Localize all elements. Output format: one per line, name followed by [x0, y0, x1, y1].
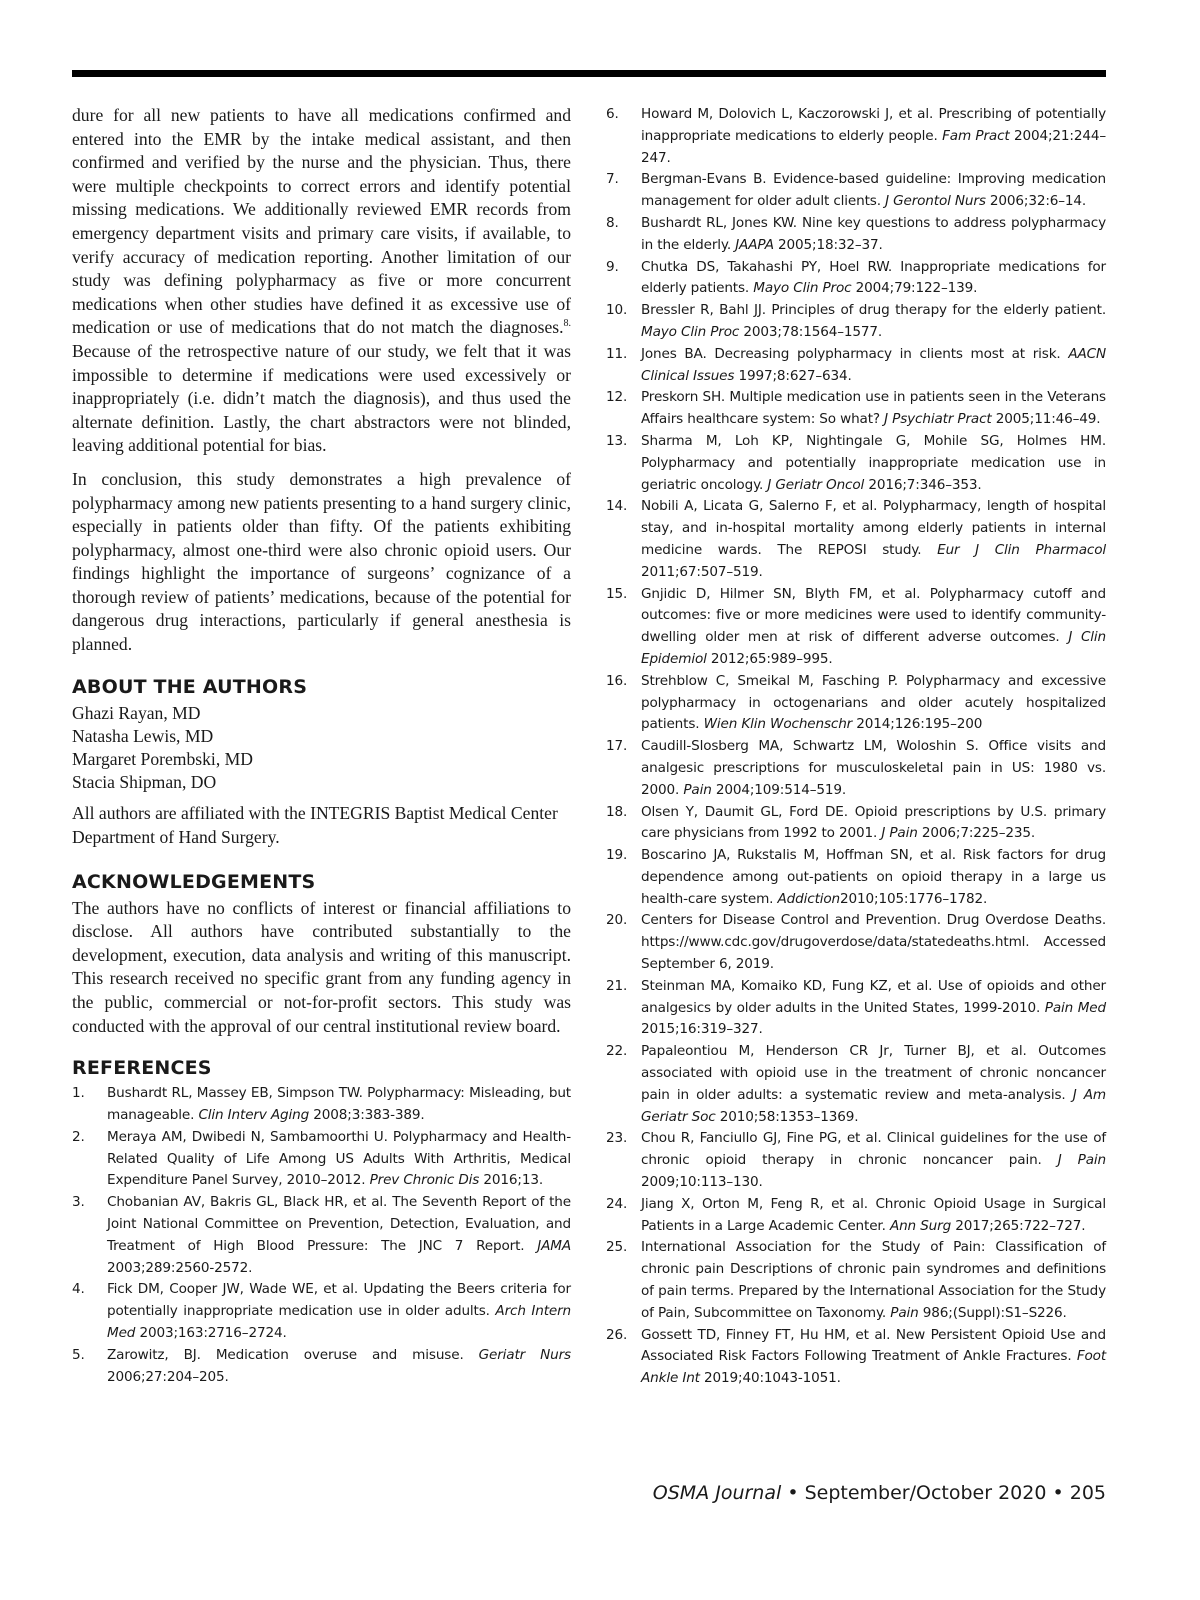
reference-number: 3.: [72, 1194, 85, 1211]
reference-citation: 2003;289:2560-2572.: [107, 1259, 253, 1276]
reference-citation: 1997;8:627–634.: [734, 367, 852, 384]
reference-item: [606, 671, 1106, 736]
reference-item: [606, 802, 1106, 846]
reference-citation: 2012;65:989–995.: [706, 650, 833, 667]
reference-authors-title: Jones BA. Decreasing polypharmacy in clients most at risk.: [641, 345, 1069, 362]
reference-citation: 2009;10:113–130.: [641, 1174, 763, 1191]
reference-citation: 2015;16:319–327.: [641, 1021, 763, 1038]
reference-journal: Pain: [683, 781, 712, 798]
reference-authors-title: Meraya AM, Dwibedi N, Sambamoorthi U. Polypharmacy and Health-Related Quality of Life Among US Adults With Arthritis, Medical Expenditure Panel Survey, 2010–2012.: [107, 1128, 571, 1189]
reference-item: [606, 300, 1106, 344]
reference-number: 17.: [606, 738, 628, 755]
reference-authors-title: Papaleontiou M, Henderson CR Jr, Turner BJ, et al. Outcomes associated with opioid use in the treatment of chronic noncancer pain in older adults: a systematic review and meta-analysis.: [641, 1043, 1106, 1103]
reference-number: 2.: [72, 1128, 85, 1145]
footer-page-number: 205: [1069, 1482, 1106, 1504]
reference-authors-title: Chutka DS, Takahashi PY, Hoel RW. Inappropriate medications for elderly patients.: [641, 258, 1106, 297]
reference-citation: 2005;18:32–37.: [773, 236, 883, 253]
reference-number: 14.: [606, 498, 628, 515]
reference-citation: 2016;13.: [479, 1172, 543, 1189]
reference-citation: 2014;126:195–200: [852, 716, 983, 733]
reference-number: 16.: [606, 672, 628, 689]
reference-list-left: [72, 1083, 571, 1388]
reference-number: 20.: [606, 912, 628, 929]
reference-journal: Prev Chronic Dis: [369, 1172, 480, 1189]
reference-citation: 986;(Suppl):S1–S226.: [918, 1304, 1067, 1321]
affiliation-text: All authors are affiliated with the INTEGRIS Baptist Medical Center Department of Hand Surgery.: [72, 803, 558, 848]
reference-authors-title: Bergman-Evans B. Evidence-based guideline: Improving medication management for older adult clients.: [641, 171, 1106, 210]
reference-item: [606, 257, 1106, 301]
author-name: Margaret Porembski, MD: [72, 749, 253, 770]
reference-journal: Addiction: [777, 890, 841, 907]
reference-citation: 2004;109:514–519.: [711, 781, 847, 798]
reference-journal: Ann Surg: [889, 1217, 952, 1234]
reference-item: [72, 1345, 571, 1389]
reference-item: [606, 1237, 1106, 1324]
reference-number: 13.: [606, 432, 628, 449]
reference-citation: 2010;58:1353–1369.: [715, 1108, 859, 1125]
author-list: [72, 702, 571, 795]
reference-journal: JAMA: [537, 1237, 571, 1254]
reference-item: [72, 1279, 571, 1344]
reference-journal: J Gerontol Nurs: [885, 193, 986, 210]
reference-authors-title: Fick DM, Cooper JW, Wade WE, et al. Updating the Beers criteria for potentially inappropriate medication use in older adults.: [107, 1281, 571, 1320]
reference-journal: Geriatr Nurs: [478, 1346, 571, 1363]
reference-item: [72, 1127, 571, 1192]
footer-journal: OSMA Journal: [652, 1482, 782, 1504]
reference-journal: J Clin Epidemiol: [641, 629, 1106, 667]
reference-authors-title: Nobili A, Licata G, Salerno F, et al. Polypharmacy, length of hospital stay, and in-hospital mortality among elderly patients in internal medicine wards. The REPOSI study.: [641, 498, 1106, 558]
reference-number: 22.: [606, 1043, 628, 1060]
author-name: Stacia Shipman, DO: [72, 772, 217, 793]
reference-authors-title: Bushardt RL, Jones KW. Nine key questions to address polypharmacy in the elderly.: [641, 214, 1106, 253]
reference-item: [72, 1192, 571, 1279]
footer-separator: •: [781, 1482, 805, 1504]
reference-journal: Mayo Clin Proc: [641, 323, 740, 340]
reference-number: 25.: [606, 1239, 628, 1256]
reference-authors-title: Gossett TD, Finney FT, Hu HM, et al. New Persistent Opioid Use and Associated Risk Factors Following Treatment of Ankle Fractures.: [641, 1326, 1106, 1365]
reference-journal: JAAPA: [735, 236, 774, 253]
reference-journal: Wien Klin Wochenschr: [703, 716, 853, 733]
reference-authors-title: Preskorn SH. Multiple medication use in patients seen in the Veterans Affairs healthcare system: So what?: [641, 389, 1106, 428]
reference-citation: 2011;67:507–519.: [641, 563, 763, 580]
reference-number: 5.: [72, 1346, 85, 1363]
acknowledgements-heading: ACKNOWLEDGEMENTS: [72, 870, 316, 893]
reference-number: 26.: [606, 1326, 628, 1343]
reference-authors-title: Sharma M, Loh KP, Nightingale G, Mohile SG, Holmes HM. Polypharmacy and potentially inappropriate medication use in geriatric oncology.: [641, 432, 1106, 493]
reference-number: 6.: [606, 106, 619, 122]
reference-item: [606, 736, 1106, 801]
reference-citation: 2006;7:225–235.: [917, 825, 1036, 842]
page-footer: [653, 1482, 1106, 1504]
reference-number: 10.: [606, 302, 628, 319]
reference-item: [606, 976, 1106, 1041]
reference-journal: Clin Interv Aging: [198, 1107, 310, 1124]
reference-citation: 2008;3:383-389.: [309, 1107, 425, 1124]
reference-citation: 2004;21:244–247.: [641, 127, 1106, 166]
reference-journal: Mayo Clin Proc: [753, 280, 852, 297]
reference-authors-title: Bressler R, Bahl JJ. Principles of drug therapy for the elderly patient.: [641, 302, 1106, 319]
reference-item: [606, 213, 1106, 257]
reference-authors-title: Strehblow C, Smeikal M, Fasching P. Polypharmacy and excessive polypharmacy in octogenarians and older acutely hospitalized patients.: [641, 672, 1106, 733]
reference-number: 7.: [606, 171, 619, 188]
reference-number: 18.: [606, 803, 628, 820]
reference-authors-title: Bushardt RL, Massey EB, Simpson TW. Polypharmacy: Misleading, but manageable.: [107, 1085, 571, 1124]
reference-list-right: [606, 104, 1106, 1390]
references-heading: REFERENCES: [72, 1057, 212, 1080]
reference-item: [606, 169, 1106, 213]
reference-item: [606, 1194, 1106, 1238]
acknowledgements-text: The authors have no conflicts of interest or financial affiliations to disclose. All authors have contributed substantially to the development, execution, data analysis and writing of this manuscript. This research received no specific grant from any funding agency in the public, commercial or not-for-profit sectors. This study was conducted with the approval of our central institutional review board.: [72, 897, 571, 1036]
reference-citation: 2010;105:1776–1782.: [840, 890, 988, 907]
reference-journal: Pain: [890, 1304, 919, 1321]
reference-citation: 2017;265:722–727.: [951, 1217, 1086, 1234]
reference-citation: 2003;163:2716–2724.: [135, 1324, 287, 1341]
reference-authors-title: Zarowitz, BJ. Medication overuse and misuse.: [107, 1346, 479, 1363]
reference-authors-title: Chobanian AV, Bakris GL, Black HR, et al. The Seventh Report of the Joint National Committee on Prevention, Detection, Evaluation, and Treatment of High Blood Pressure: The JNC 7 Report.: [107, 1194, 571, 1254]
reference-item: [606, 1041, 1106, 1128]
reference-number: 11.: [606, 345, 628, 362]
reference-item: [606, 387, 1106, 431]
reference-journal: Fam Pract: [942, 127, 1010, 144]
reference-item: [606, 584, 1106, 671]
reference-number: 4.: [72, 1281, 85, 1298]
reference-number: 9.: [606, 258, 619, 275]
paragraph-conclusion: In conclusion, this study demonstrates a high prevalence of polypharmacy among new patients presenting to a hand surgery clinic, especially in patients older than fifty. Of the patients exhibiting polypharmacy, almost one-third were also chronic opioid users. Our findings highlight the importance of surgeons’ cognizance of a thorough review of patients’ medications, because of the potential for dangerous drug interactions, particularly if general anesthesia is planned.: [72, 468, 571, 655]
reference-journal: AACN Clinical Issues: [641, 345, 1106, 384]
reference-item: [606, 496, 1106, 583]
reference-number: 19.: [606, 847, 628, 864]
footer-issue: September/October 2020: [804, 1482, 1047, 1504]
reference-authors-title: Centers for Disease Control and Prevention. Drug Overdose Deaths. https://www.cdc.gov/drugoverdose/data/statedeaths.html. Accessed September 6, 2019.: [641, 912, 1106, 973]
reference-authors-title: Caudill-Slosberg MA, Schwartz LM, Woloshin S. Office visits and analgesic prescriptions for musculoskeletal pain in US: 1980 vs. 2000.: [641, 738, 1106, 798]
reference-journal: J Pain: [1057, 1152, 1106, 1169]
reference-number: 23.: [606, 1130, 628, 1147]
author-name: Natasha Lewis, MD: [72, 725, 214, 746]
reference-authors-title: Boscarino JA, Rukstalis M, Hoffman SN, et al. Risk factors for drug dependence among out-patients on opioid therapy in a large us health-care system.: [641, 847, 1106, 907]
reference-authors-title: Howard M, Dolovich L, Kaczorowski J, et al. Prescribing of potentially inappropriate medications to elderly people.: [641, 106, 1106, 144]
reference-item: [606, 104, 1106, 169]
reference-authors-title: Olsen Y, Daumit GL, Ford DE. Opioid prescriptions by U.S. primary care physicians from 1992 to 2001.: [641, 803, 1106, 842]
reference-number: 12.: [606, 389, 628, 406]
reference-authors-title: Gnjidic D, Hilmer SN, Blyth FM, et al. Polypharmacy cutoff and outcomes: five or more medicines were used to identify community-dwelling older men at risk of different adverse outcomes.: [641, 585, 1106, 646]
reference-citation: 2019;40:1043-1051.: [699, 1370, 841, 1387]
reference-item: [606, 1325, 1106, 1390]
about-authors-heading: ABOUT THE AUTHORS: [72, 675, 308, 698]
reference-citation: 2006;27:204–205.: [107, 1368, 229, 1385]
author-name: Ghazi Rayan, MD: [72, 702, 201, 723]
reference-item: [606, 344, 1106, 388]
reference-number: 1.: [72, 1085, 85, 1102]
reference-authors-title: Steinman MA, Komaiko KD, Fung KZ, et al. Use of opioids and other analgesics by older adults in the United States, 1999-2010.: [641, 977, 1106, 1016]
reference-number: 8.: [606, 214, 619, 231]
reference-citation: 2005;11:46–49.: [991, 411, 1101, 428]
reference-item: [606, 910, 1106, 975]
body-text: [72, 104, 571, 657]
reference-number: 15.: [606, 585, 628, 602]
reference-item: [606, 1128, 1106, 1193]
header-rule: [72, 70, 1106, 77]
reference-authors-title: Jiang X, Orton M, Feng R, et al. Chronic Opioid Usage in Surgical Patients in a Large Academic Center.: [641, 1195, 1106, 1234]
reference-authors-title: Chou R, Fanciullo GJ, Fine PG, et al. Clinical guidelines for the use of chronic opioid therapy in chronic noncancer pain.: [641, 1130, 1106, 1169]
reference-journal: Eur J Clin Pharmacol: [937, 541, 1106, 558]
reference-citation: 2006;32:6–14.: [985, 193, 1087, 210]
reference-item: [606, 431, 1106, 496]
reference-authors-title: International Association for the Study of Pain: Classification of chronic pain Descriptions of chronic pain syndromes and definitions of pain terms. Prepared by the International Association for the Study of Pain, Subcommittee on Taxonomy.: [641, 1239, 1106, 1321]
reference-item: [606, 845, 1106, 910]
citation-superscript: 8.: [563, 318, 571, 330]
paragraph-limitations: dure for all new patients to have all medications confirmed and entered into the EMR by the intake medical assistant, and then confirmed and verified by the nurse and the physician. Thus, there were multiple checkpoints to correct errors and identify potential missing medications. We additionally reviewed EMR records from emergency department visits and primary care visits, if available, to verify accuracy of medication reporting. Another limitation of our study was defining polypharmacy as five or more concurrent medications when other studies have defined it as excessive use of medication or use of medications that do not match the diagnoses.$^{8.}$ Because of the retrospective nature of our study, we felt that it was impossible to determine if medications were used excessively or inappropriately (i.e. didn’t match the diagnosis), and thus used the alternate definition. Lastly, the chart abstractors were not blinded, leaving additional potential for bias.: [72, 105, 571, 456]
footer-separator: •: [1046, 1482, 1070, 1504]
reference-journal: Arch Intern Med: [107, 1303, 572, 1341]
right-column: [606, 104, 1106, 1390]
reference-number: 24.: [606, 1195, 628, 1212]
reference-citation: 2003;78:1564–1577.: [739, 323, 883, 340]
reference-journal: J Pain: [881, 825, 918, 842]
reference-journal: J Psychiatr Pract: [884, 411, 992, 428]
reference-journal: J Am Geriatr Soc: [641, 1086, 1106, 1125]
left-column: [72, 104, 571, 1388]
reference-item: [72, 1083, 571, 1127]
reference-number: 21.: [606, 977, 628, 994]
reference-journal: J Geriatr Oncol: [767, 476, 865, 493]
reference-citation: 2016;7:346–353.: [864, 476, 982, 493]
reference-journal: Pain Med: [1044, 999, 1106, 1016]
reference-journal: Foot Ankle Int: [641, 1348, 1106, 1387]
reference-citation: 2004;79:122–139.: [851, 280, 978, 297]
